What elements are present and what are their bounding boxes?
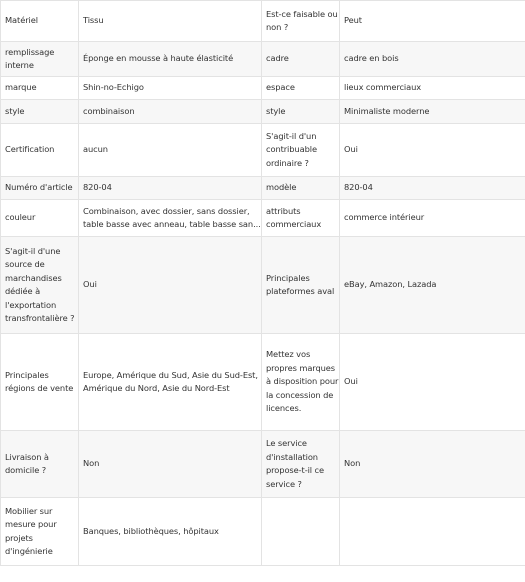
spec-label: marque (1, 77, 79, 100)
spec-value: 820-04 (340, 177, 525, 200)
spec-value: combinaison (79, 100, 262, 124)
spec-label: cadre (262, 42, 340, 77)
spec-value: Banques, bibliothèques, hôpitaux (79, 498, 262, 566)
spec-label: style (262, 100, 340, 124)
spec-value: lieux commerciaux (340, 77, 525, 100)
color-value-text: Combinaison, avec dossier, sans dossier, table basse avec anneau, table basse san... (83, 205, 261, 229)
spec-row-certification (1, 124, 525, 177)
spec-label: attributs commerciaux (262, 200, 340, 237)
spec-label: Mettez vos propres marques à disposition pour la concession de licences. (262, 334, 340, 431)
spec-value: Shin-no-Echigo (79, 77, 262, 100)
spec-value: Tissu (79, 1, 262, 42)
spec-label: espace (262, 77, 340, 100)
spec-value: 820-04 (79, 177, 262, 200)
spec-value: Minimaliste moderne (340, 100, 525, 124)
spec-value: Éponge en mousse à haute élasticité (79, 42, 262, 77)
spec-label: couleur (1, 200, 79, 237)
spec-label: remplissage interne (1, 42, 79, 77)
spec-row-material (1, 1, 525, 42)
spec-value: commerce intérieur (340, 200, 525, 237)
spec-label: modèle (262, 177, 340, 200)
spec-label: Matériel (1, 1, 79, 42)
spec-label: S'agit-il d'une source de marchandises dédiée à l'exportation transfrontalière ? (1, 237, 79, 334)
spec-row-color (1, 200, 525, 237)
spec-value-empty (340, 498, 525, 566)
spec-row-filling (1, 42, 525, 77)
spec-label-empty (262, 498, 340, 566)
spec-value: Oui (340, 334, 525, 431)
spec-label: Numéro d'article (1, 177, 79, 200)
spec-label: Est-ce faisable ou non ? (262, 1, 340, 42)
spec-row-style (1, 100, 525, 124)
spec-row-export-source (1, 237, 525, 334)
spec-label: S'agit-il d'un contribuable ordinaire ? (262, 124, 340, 177)
spec-label: Principales plateformes aval (262, 237, 340, 334)
spec-value: Non (340, 431, 525, 498)
spec-row-sales-regions (1, 334, 525, 431)
spec-label: Le service d'installation propose-t-il ce service ? (262, 431, 340, 498)
spec-value: aucun (79, 124, 262, 177)
spec-value: eBay, Amazon, Lazada (340, 237, 525, 334)
spec-value: cadre en bois (340, 42, 525, 77)
spec-value: Europe, Amérique du Sud, Asie du Sud-Est, Amérique du Nord, Asie du Nord-Est (79, 334, 262, 431)
spec-value: Oui (340, 124, 525, 177)
spec-value (79, 200, 262, 237)
spec-label: Livraison à domicile ? (1, 431, 79, 498)
spec-row-custom-furniture (1, 498, 525, 566)
spec-label: Mobilier sur mesure pour projets d'ingénierie (1, 498, 79, 566)
spec-value: Peut (340, 1, 525, 42)
spec-label: Principales régions de vente (1, 334, 79, 431)
spec-label: Certification (1, 124, 79, 177)
spec-row-article-number (1, 177, 525, 200)
spec-value: Oui (79, 237, 262, 334)
spec-label: style (1, 100, 79, 124)
spec-row-delivery (1, 431, 525, 498)
spec-value: Non (79, 431, 262, 498)
spec-row-brand (1, 77, 525, 100)
